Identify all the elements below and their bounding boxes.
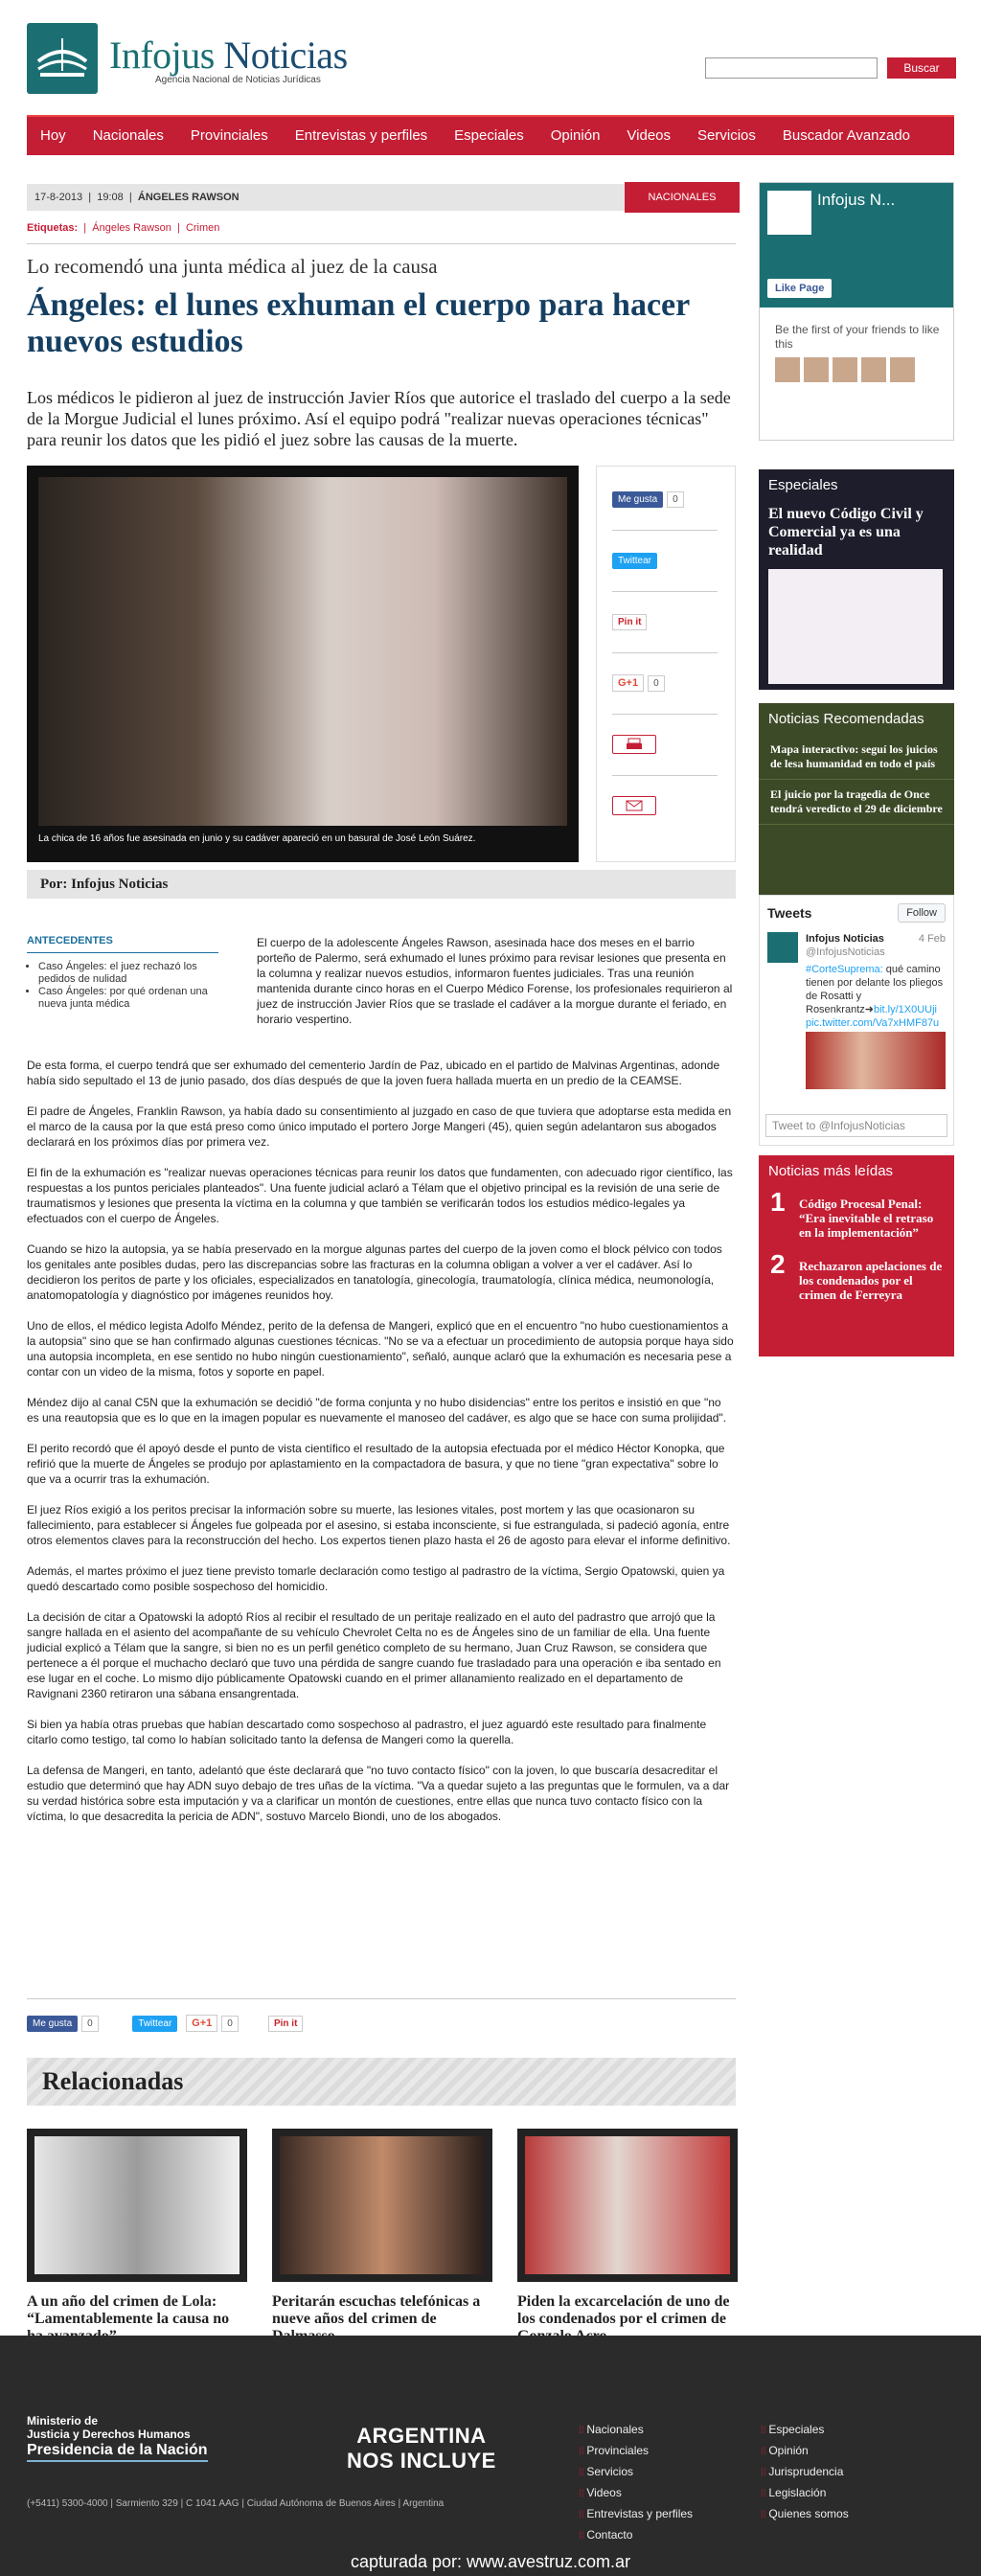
site-logo[interactable]	[27, 23, 381, 96]
footer-link[interactable]: ⁞⁞ Videos	[579, 2483, 693, 2504]
footer-link[interactable]: ⁞⁞ Opinión	[761, 2441, 849, 2462]
mas-leida-title[interactable]: Rechazaron apelaciones de los condenados por el crimen de Ferreyra	[799, 1259, 943, 1302]
tweet-body: qué camino tienen por delante los pliegos de Rosatti y Rosenkrantz➜	[806, 964, 944, 1015]
article-date: 17-8-2013	[34, 192, 83, 203]
antecedentes-title: ANTECEDENTES	[27, 935, 218, 953]
tweet-button[interactable]: Twittear	[612, 553, 657, 569]
gplus-button[interactable]: G+1	[612, 674, 644, 692]
recomendada-link[interactable]: El juicio por la tragedia de Once tendrá veredicto el 29 de diciembre	[759, 780, 954, 825]
pinterest-button[interactable]: Pin it	[612, 614, 647, 630]
tag-link[interactable]: Crimen	[185, 222, 220, 234]
divider	[612, 775, 718, 776]
photo-image	[38, 477, 567, 826]
especiales-box	[759, 469, 954, 690]
facebook-page-widget	[759, 182, 954, 441]
fb-friends-text: Be the first of your friends to like this	[775, 323, 940, 351]
article-paragraph: El juez Ríos exigió a los peritos precisar la información sobre su muerte, las lesiones vitales, post mortem y las que ocasionaron su fallecimiento, para establecer si Ángeles fue golpeada por el asesino, si estaba inconsciente, si fue estrangulada, si padeció agonía, entre otros elementos claves para la reconstrucción del hecho. Los expertos tienen plazo hasta el 26 de agosto para elevar el informe definitivo.	[27, 1503, 731, 1547]
tags-row: Etiquetas: | Ángeles Rawson | Crimen	[27, 222, 220, 234]
gplus-button[interactable]: G+1	[186, 2015, 217, 2032]
article-paragraph: Si bien ya había otras pruebas que habían descartado como sospechoso al padrastro, el juez aguardó este resultado para finalmente citarlo como testigo, tal como lo habían solicitado tanto la defensa de Mangeri como la querella.	[27, 1718, 707, 1746]
divider	[612, 652, 718, 653]
recomendadas-heading: Noticias Recomendadas	[768, 711, 924, 727]
tweet-author[interactable]: Infojus Noticias	[806, 933, 884, 945]
article-body	[27, 1058, 736, 1839]
follow-button[interactable]: Follow	[898, 903, 946, 923]
photo-caption: La chica de 16 años fue asesinada en junio y su cadáver apareció en un basural de José León Suárez.	[38, 833, 476, 844]
article-photo	[27, 466, 579, 862]
main-nav	[27, 115, 954, 155]
article-meta: 17-8-2013 | 19:08 | ÁNGELES RAWSON	[27, 184, 736, 211]
related-title[interactable]: Peritarán escuchas telefónicas a nueve años del crimen de	[272, 2293, 481, 2327]
nav-item-provinciales[interactable]: Provinciales	[190, 127, 268, 144]
footer-link[interactable]: ⁞⁞ Quienes somos	[761, 2504, 849, 2525]
nav-item-videos[interactable]: Videos	[627, 127, 672, 144]
fb-cover[interactable]	[760, 183, 953, 308]
tweet-hashtag[interactable]: #CorteSuprema:	[806, 964, 883, 975]
footer-link[interactable]: ⁞⁞ Servicios	[579, 2462, 693, 2483]
book-icon	[27, 23, 98, 94]
mas-leida-title[interactable]: Código Procesal Penal: “Era inevitable el retraso en la implementación”	[799, 1197, 934, 1240]
footer-link[interactable]: ⁞⁞ Contacto	[579, 2525, 693, 2546]
article-author: Por: Infojus Noticias	[27, 870, 736, 899]
avatar[interactable]	[890, 357, 915, 382]
footer-link[interactable]: ⁞⁞ Entrevistas y perfiles	[579, 2504, 693, 2525]
fb-page-title[interactable]: Infojus N...	[817, 191, 896, 209]
mas-leidas-box	[759, 1155, 954, 1356]
nav-item-hoy[interactable]: Hoy	[40, 127, 66, 144]
fb-like-button[interactable]: Me gusta	[612, 491, 663, 508]
tweet-to-input[interactable]: Tweet to @InfojusNoticias	[765, 1114, 947, 1137]
mas-leida-item[interactable]	[759, 1187, 954, 1249]
ministry-logo[interactable]	[27, 2414, 208, 2462]
article-paragraph: El perito recordó que él apoyó desde el punto de vista científico el resultado de la autopsia efectuada por el médico Héctor Konopka, que refirió que la muerte de Ángeles se produjo por aplastamiento en la compactadora de basura, y que no tiene "gran expectativa" sobre lo que va a ocurrir tras la exhumación.	[27, 1442, 725, 1486]
footer-link[interactable]: ⁞⁞ Jurisprudencia	[761, 2462, 849, 2483]
rank-number: 2	[770, 1249, 786, 1279]
nav-item-servicios[interactable]: Servicios	[697, 127, 756, 144]
footer-address: (+5411) 5300-4000 | Sarmiento 329 | C 1041 AAG | Ciudad Autónoma de Buenos Aires | Argentina	[27, 2498, 445, 2509]
like-page-button[interactable]: Like Page	[767, 279, 832, 298]
article-paragraph: Méndez dijo al canal C5N que la exhumación se decidió "de forma conjunta y no hubo disidencias" entre los peritos e insistió en que "no es una reautopsia que es lo que en la imagen popular es nuevamente el manoseo del cadáver, es algo que se hace con suma prolijidad".	[27, 1396, 727, 1425]
nav-item-opinion[interactable]: Opinión	[550, 127, 601, 144]
tweet	[767, 932, 946, 1105]
avatar[interactable]	[767, 932, 798, 963]
article-paragraph: El padre de Ángeles, Franklin Rawson, ya había dado su consentimiento al juzgado en caso de que tuviera que adoptarse esta medida en el marco de la causa por la que está preso como único imputado el portero Jorge Mangeri (45), quien según adelantaron sus abogados declarará en los próximos días por primera vez.	[27, 1105, 732, 1149]
footer-link[interactable]: ⁞⁞ Legislación	[761, 2483, 849, 2504]
tweet-link[interactable]: bit.ly/1X0UUji pic.twitter.com/Va7xHMF87u	[806, 1004, 940, 1029]
divider	[27, 1998, 736, 1999]
fb-like-button[interactable]: Me gusta	[27, 2016, 78, 2032]
antecedente-link[interactable]: • Caso Ángeles: el juez rechazó los pedidos de nulidad	[38, 961, 218, 986]
article-paragraph: La defensa de Mangeri, en tanto, adelantó que éste declarará que "no tuvo contacto físico" con la joven, lo que buscaría desacreditar el estudio que determinó que hay ADN suyo debajo de tres uñas de la víctima. "Va a quedar sujeto a las preguntas que le formulen, va a dar su verdad histórica sobre esta imputación y va a clarificar un montón de cuestiones, entre ellas que nunca tuvo contacto físico con la víctima, lo que desacredita la pericia de ADN", sostuvo Marcelo Biondi, uno de los abogados.	[27, 1764, 730, 1823]
recomendada-link[interactable]: Mapa interactivo: seguí los juicios de lesa humanidad en todo el país	[759, 735, 954, 780]
related-title[interactable]: A un año del crimen de Lola: “Lamentablemente la causa no	[27, 2293, 230, 2327]
related-item[interactable]	[27, 2129, 247, 2345]
especiales-title[interactable]: El nuevo Código Civil y Comercial ya es una realidad	[768, 506, 924, 559]
logo-subtitle: Agencia Nacional de Noticias Jurídicas	[155, 75, 321, 85]
tweet-image[interactable]	[806, 1032, 946, 1089]
footer-link[interactable]: ⁞⁞ Provinciales	[579, 2441, 693, 2462]
article-paragraph: De esta forma, el cuerpo tendrá que ser exhumado del cementerio Jardín de Paz, ubicado en el partido de Malvinas Argentinas, adonde había sido sepultado el 13 de junio pasado, dos días después de que la joven fuera hallada muerta en un predio de la CEAMSE.	[27, 1059, 720, 1087]
article-paragraph: Además, el martes próximo el juez tiene previsto tomarle declaración como testigo al padrastro de la víctima, Sergio Opatowski, quien ya quedó descartado como posible sospechoso del homicidio.	[27, 1564, 725, 1593]
divider	[27, 243, 736, 244]
antecedentes-box	[27, 935, 218, 1011]
gplus-count: 0	[221, 2016, 239, 2032]
divider	[612, 591, 718, 592]
rank-number: 1	[770, 1187, 786, 1217]
search-input[interactable]	[705, 57, 878, 79]
article-paragraph: Cuando se hizo la autopsia, ya se había preservado en la morgue algunas partes del cuerpo de la joven como el block pélvico con todos los genitales ante posibles dudas, pero las discrepancias sobre las fracturas en la columna obligan a volver a ver el cadáver. Así lo decidieron los peritos de parte y los oficiales, especializados en tanatología, ginecología, traumatología, clínica médica, neumonología, anatomopatología y diagnóstico por imágenes reunidos hoy.	[27, 1242, 722, 1302]
article-place: ÁNGELES RAWSON	[137, 192, 240, 203]
tweet-button[interactable]: Twittear	[132, 2016, 177, 2032]
bottom-share-bar	[27, 2014, 736, 2035]
logo-title: Infojus Noticias	[109, 34, 348, 77]
argentina-logo[interactable]	[347, 2424, 496, 2473]
nav-item-buscador[interactable]: Buscador Avanzado	[782, 127, 911, 144]
ministry-line: Presidencia de la Nación	[27, 2441, 208, 2462]
related-title[interactable]: Piden la excarcelación de uno de los condenados por el crimen de	[517, 2293, 730, 2327]
argentina-line: NOS INCLUYE	[347, 2449, 496, 2473]
tag-link[interactable]: Ángeles Rawson	[92, 222, 171, 234]
page-avatar	[767, 191, 811, 235]
related-image[interactable]	[27, 2129, 247, 2282]
related-item[interactable]	[272, 2129, 492, 2345]
tweet-handle[interactable]: @InfojusNoticias	[806, 946, 885, 958]
article-title: Ángeles: el lunes exhuman el cuerpo para hacer nuevos estudios	[27, 287, 690, 359]
footer-link[interactable]: ⁞⁞ Especiales	[761, 2420, 849, 2441]
article-kicker: Lo recomendó una junta médica al juez de la causa	[27, 255, 438, 278]
article-intro: El cuerpo de la adolescente Ángeles Rawson, asesinada hace dos meses en el barrio porteño de Palermo, será exhumado el lunes próximo para revisar lesiones que presenta en la columna y realizar nuevos estudios, informaron fuentes judiciales. Tras una reunión mantenida durante cinco horas en el Cuerpo Médico Forense, los profesionales requirieron al juez de instrucción Javier Ríos que se traslade el cadáver a la morgue durante el feriado, en horario vespertino.	[257, 936, 733, 1026]
nav-item-nacionales[interactable]: Nacionales	[92, 127, 164, 144]
ministry-line: Ministerio de	[27, 2414, 99, 2428]
nav-item-especiales[interactable]: Especiales	[454, 127, 524, 144]
share-panel	[596, 466, 736, 862]
section-badge[interactable]: NACIONALES	[625, 182, 740, 213]
footer-links-2	[761, 2420, 849, 2525]
antecedente-link[interactable]: • Caso Ángeles: por qué ordenan una nueva junta médica	[38, 986, 218, 1011]
mas-leidas-heading: Noticias más leídas	[768, 1163, 894, 1179]
tweet-date[interactable]: 4 Feb	[918, 933, 946, 945]
mas-leida-item[interactable]	[759, 1249, 954, 1311]
fb-count: 0	[81, 2016, 99, 2032]
fb-count: 0	[667, 491, 684, 508]
pinterest-button[interactable]: Pin it	[268, 2016, 303, 2032]
gplus-count: 0	[648, 675, 665, 692]
email-icon[interactable]	[612, 796, 656, 815]
divider	[612, 714, 718, 715]
facebook-like[interactable]	[612, 490, 684, 508]
avatar[interactable]	[804, 357, 829, 382]
footer-link[interactable]: ⁞⁞ Nacionales	[579, 2420, 693, 2441]
article-paragraph: El fin de la exhumación es "realizar nuevas operaciones técnicas para reunir los datos que fundamenten, con adecuado rigor científico, las respuestas a los puntos periciales planteados". Una fuente judicial aclaró a Télam que el objetivo principal es la revisión de una serie de traumatismos y lesiones que presenta la víctima en la columna y que también se verificarán todos los estudios médico-legales ya efectuados con el cuerpo de Ángeles.	[27, 1166, 733, 1225]
article-lead: Los médicos le pidieron al juez de instrucción Javier Ríos que autorice el traslado del cuerpo a la sede de la Morgue Judicial el lunes próximo. Así el equipo podrá "realizar nuevas operaciones técnicas" para reunir los datos que les pidió el juez sobre las causas de la muerte.	[27, 388, 731, 449]
related-item[interactable]	[517, 2129, 738, 2345]
tweets-heading: Tweets	[767, 905, 812, 921]
article-paragraph: Uno de ellos, el médico legista Adolfo Méndez, perito de la defensa de Mangeri, explicó que en el encuentro "no hubo cuestionamientos a la autopsia" sino que se han confirmado algunas cuestiones técnicas. "No se va a efectuar un procedimiento de autopsia porque haya sido una autopsia incompleta, en ese sentido no hubo ningún cuestionamiento", señaló, aunque aclaró que la exhumación es necesaria pese a contar con un video de la misma, fotos y soporte en papel.	[27, 1319, 734, 1379]
especiales-heading: Especiales	[768, 477, 838, 493]
divider	[612, 530, 718, 531]
related-image[interactable]	[517, 2129, 738, 2282]
twitter-widget	[759, 895, 954, 1146]
article-time: 19:08	[97, 192, 124, 203]
tweet-text	[806, 963, 946, 1030]
footer-links-1	[579, 2420, 693, 2546]
article-paragraph: La decisión de citar a Opatowski la adoptó Ríos al recibir el resultado de un peritaje realizado en el auto del padrastro que arrojó que la sangre hallada en el asiento del acompañante de su vehículo Chevrolet Celta no es de Ángeles sino de un familiar de ella. Una fuente judicial explicó a Télam que la sangre, si bien no es un perfil genético completo de su hermano, Juan Cruz Rawson, se considera que pertenece a él porque el muchacho declaró que tuvo una pérdida de sangre cuando fue trasladado para una operación e iba sentado en ese lugar en el coche. Lo mismo dijo públicamente Opatowski cuando en el primer allanamiento realizado en el departamento de Ravignani 2360 retiraron una sábana ensangrentada.	[27, 1610, 721, 1700]
avatar[interactable]	[833, 357, 857, 382]
search-button[interactable]: Buscar	[887, 57, 956, 79]
related-image[interactable]	[272, 2129, 492, 2282]
ministry-line: Justicia y Derechos Humanos	[27, 2428, 191, 2441]
fb-faces	[775, 357, 919, 387]
tags-label: Etiquetas:	[27, 222, 79, 234]
avatar[interactable]	[775, 357, 800, 382]
especiales-image[interactable]	[768, 569, 943, 684]
related-heading: Relacionadas	[27, 2058, 736, 2106]
capture-watermark: capturada por: www.avestruz.com.ar	[350, 2552, 631, 2571]
avatar[interactable]	[861, 357, 886, 382]
print-icon[interactable]	[612, 735, 656, 754]
nav-item-entrevistas[interactable]: Entrevistas y perfiles	[294, 127, 428, 144]
argentina-line: ARGENTINA	[356, 2424, 487, 2448]
